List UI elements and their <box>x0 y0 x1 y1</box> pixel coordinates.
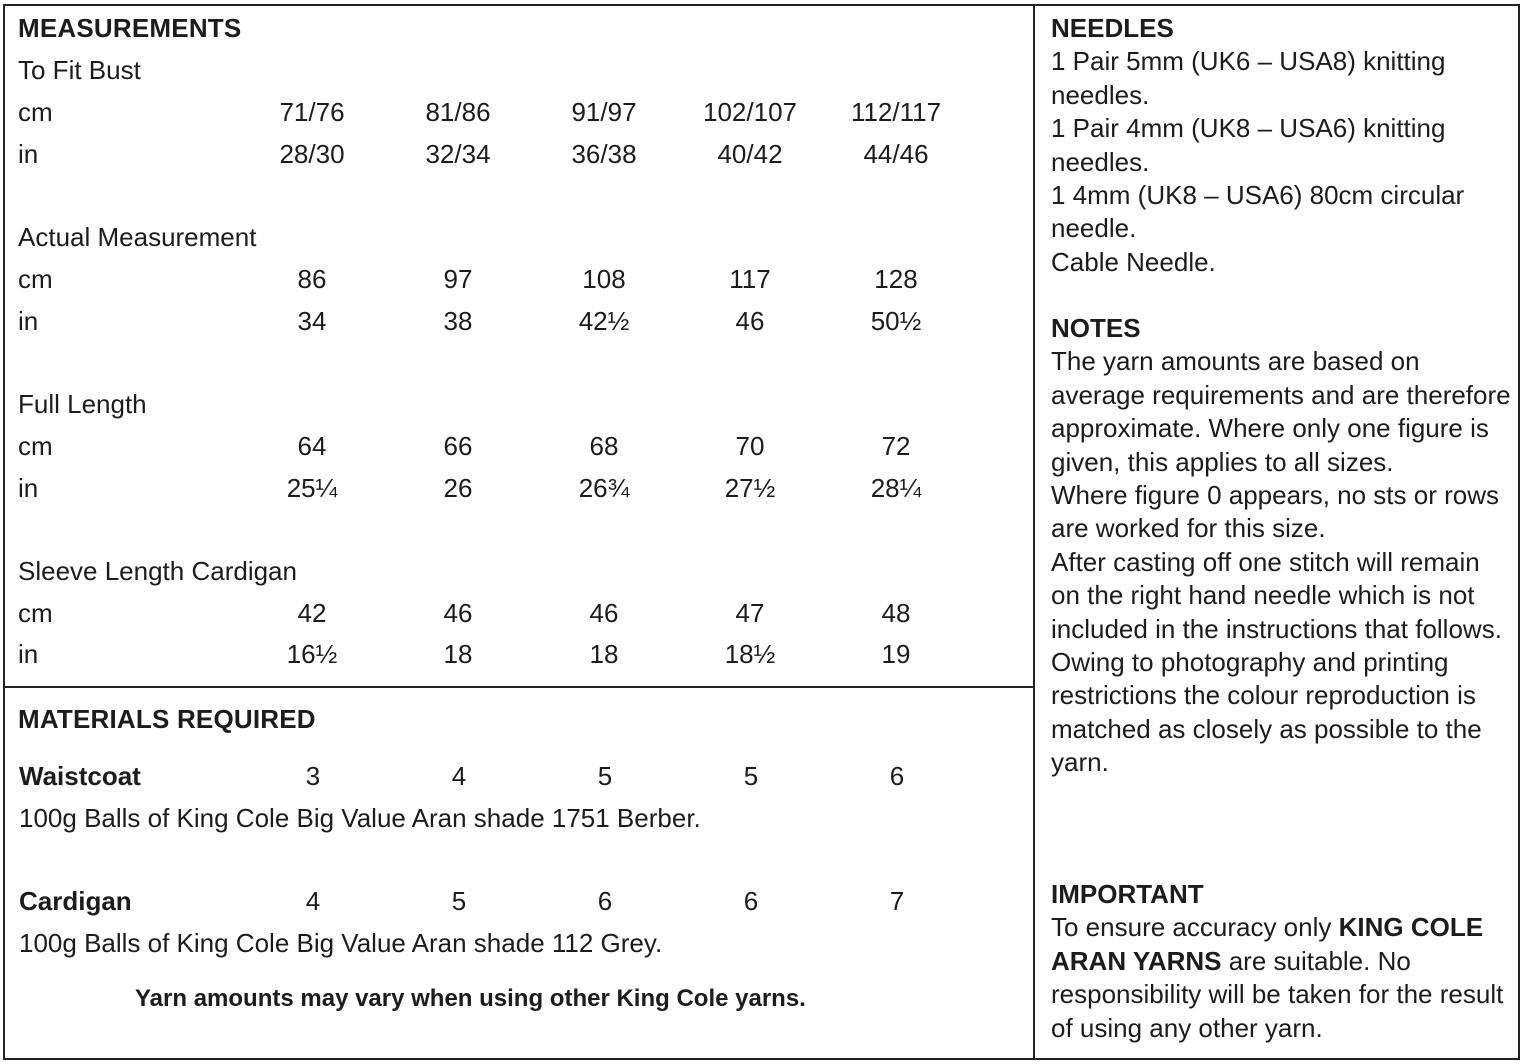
table-cell: 48 <box>881 598 911 628</box>
unit-label: in <box>18 306 39 336</box>
important-heading: IMPORTANT <box>1051 879 1204 909</box>
measurements-heading: MEASUREMENTS <box>18 13 242 43</box>
table-cell: 112/117 <box>850 97 942 127</box>
table-cell: 117 <box>729 264 771 294</box>
table-cell: 3 <box>305 761 321 791</box>
notes-heading: NOTES <box>1051 313 1141 343</box>
table-cell: 66 <box>443 431 473 461</box>
table-cell: 6 <box>597 886 613 916</box>
section-divider <box>3 686 1035 688</box>
note-paragraph: After casting off one stitch will remain on the right hand needle which is not included in the instructions that follows. <box>1051 546 1502 644</box>
important-brand-emphasis: KING COLE ARAN YARNS <box>1051 912 1484 976</box>
list-item: 1 4mm (UK8 – USA6) 80cm circular needle. <box>1051 180 1465 244</box>
note-paragraph: Owing to photography and printing restrictions the colour reproduction is matched as closely as possible to the yarn. <box>1051 647 1482 778</box>
table-cell: 91/97 <box>571 97 637 127</box>
table-cell: 47 <box>735 598 765 628</box>
table-cell: 46 <box>589 598 619 628</box>
table-cell: 5 <box>451 886 467 916</box>
table-cell: 70 <box>735 431 765 461</box>
important-text <box>1051 911 1513 1045</box>
materials-heading: MATERIALS REQUIRED <box>18 704 316 734</box>
unit-label: cm <box>18 431 53 461</box>
material-name-cardigan: Cardigan <box>19 886 132 916</box>
important-text-end: are suitable. No responsibility will be taken for the result of using any other yarn. <box>1051 945 1504 1043</box>
table-cell: 44/46 <box>863 139 929 169</box>
material-name-waistcoat: Waistcoat <box>19 761 141 791</box>
table-cell: 26¾ <box>578 473 630 503</box>
unit-label: cm <box>18 598 53 628</box>
needles-section <box>1051 12 1513 279</box>
important-section <box>1051 878 1513 1045</box>
table-cell: 64 <box>297 431 327 461</box>
table-cell: 4 <box>451 761 467 791</box>
table-cell: 7 <box>889 886 905 916</box>
unit-label: in <box>18 639 39 669</box>
section-label-actual: Actual Measurement <box>18 222 257 252</box>
table-cell: 86 <box>297 264 327 294</box>
table-cell: 40/42 <box>717 139 783 169</box>
table-cell: 5 <box>597 761 613 791</box>
table-cell: 4 <box>305 886 321 916</box>
table-cell: 5 <box>743 761 759 791</box>
table-cell: 71/76 <box>279 97 345 127</box>
table-cell: 6 <box>743 886 759 916</box>
list-item: 1 Pair 4mm (UK8 – USA6) knitting needles. <box>1051 113 1446 177</box>
table-cell: 81/86 <box>425 97 491 127</box>
table-cell: 18 <box>589 639 619 669</box>
notes-section <box>1051 312 1513 780</box>
unit-label: cm <box>18 264 53 294</box>
note-paragraph: Where figure 0 appears, no sts or rows are worked for this size. <box>1051 480 1499 544</box>
table-cell: 46 <box>735 306 765 336</box>
table-cell: 34 <box>297 306 327 336</box>
table-cell: 72 <box>881 431 911 461</box>
table-cell: 28/30 <box>279 139 345 169</box>
table-cell: 19 <box>881 639 911 669</box>
table-cell: 46 <box>443 598 473 628</box>
table-cell: 108 <box>582 264 626 294</box>
table-cell: 42½ <box>578 306 630 336</box>
table-cell: 32/34 <box>425 139 491 169</box>
table-cell: 18½ <box>724 639 776 669</box>
material-description: 100g Balls of King Cole Big Value Aran shade 1751 Berber. <box>19 803 701 833</box>
table-cell: 68 <box>589 431 619 461</box>
list-item: 1 Pair 5mm (UK6 – USA8) knitting needles. <box>1051 46 1446 110</box>
table-cell: 18 <box>443 639 473 669</box>
table-cell: 97 <box>443 264 473 294</box>
column-divider <box>1033 4 1035 1060</box>
list-item: Cable Needle. <box>1051 246 1216 277</box>
materials-footnote: Yarn amounts may vary when using other King Cole yarns. <box>135 985 806 1012</box>
unit-label: in <box>18 473 39 503</box>
section-label-length: Full Length <box>18 389 147 419</box>
note-paragraph: The yarn amounts are based on average requirements and are therefore approximate. Where only one figure is given, this applies to all sizes. <box>1051 346 1511 477</box>
material-description: 100g Balls of King Cole Big Value Aran shade 112 Grey. <box>19 928 663 958</box>
unit-label: in <box>18 139 39 169</box>
table-cell: 128 <box>874 264 918 294</box>
table-cell: 42 <box>297 598 327 628</box>
table-cell: 28¼ <box>870 473 922 503</box>
table-cell: 26 <box>443 473 473 503</box>
unit-label: cm <box>18 97 53 127</box>
important-text-start: To ensure accuracy only <box>1051 912 1339 943</box>
table-cell: 25¼ <box>286 473 338 503</box>
section-label-bust: To Fit Bust <box>18 55 141 85</box>
table-cell: 16½ <box>286 639 338 669</box>
table-cell: 6 <box>889 761 905 791</box>
table-cell: 50½ <box>870 306 922 336</box>
section-label-sleeve: Sleeve Length Cardigan <box>18 556 297 586</box>
table-cell: 102/107 <box>703 97 797 127</box>
table-cell: 36/38 <box>571 139 637 169</box>
needles-heading: NEEDLES <box>1051 13 1174 43</box>
table-cell: 27½ <box>724 473 776 503</box>
table-cell: 38 <box>443 306 473 336</box>
